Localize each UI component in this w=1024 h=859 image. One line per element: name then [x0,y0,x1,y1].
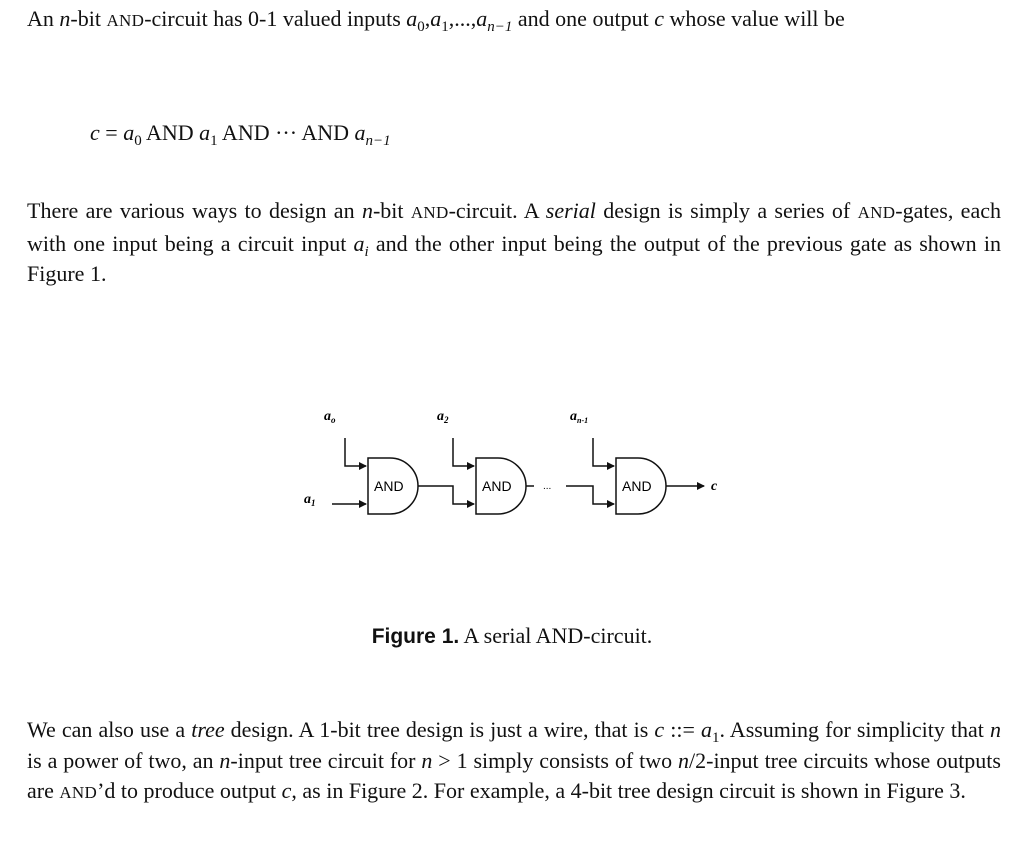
paragraph-tree-design: We can also use a tree design. A 1-bit tree design is just a wire, that is c ::= $a_1$. Assuming for simplicity that n is a power of two, an n-input tree circuit for n > 1 simply consists of two n/2-input tree circuits whose outputs are AND’d to produce output c, as in Figure 2. For example, a 4-bit tree design circuit is shown in Figure 3. [27,717,1001,803]
ellipsis-dots: ... [543,481,552,492]
wire-an1 [593,438,614,466]
figure-caption-label: Figure 1. [371,625,460,648]
paragraph-serial-design: There are various ways to design an n-bit AND-circuit. A serial design is simply a series of AND-gates, each with one input being a circuit input $a_i$ and the other input being the output of the previous gate as shown in Figure 1. [27,198,1001,286]
and-gate-2-label: AND [482,478,512,494]
input-label-an1: $a_{n-1}$ [570,409,589,425]
input-label-a1: $a_1$ [304,492,316,508]
and-gate-1-label: AND [374,478,404,494]
figure-serial-and-circuit [290,400,730,530]
paragraph-intro: An n-bit AND-circuit has 0-1 valued inputs $a_0,a_1,...,a_{n-1}$ and one output c whose value will be [27,6,845,35]
wire-a2 [453,438,474,466]
input-label-a0: $a_o$ [324,409,336,425]
input-label-a2: $a_2$ [437,409,449,425]
wire-a0 [345,438,366,466]
figure-caption-text: A serial AND-circuit. [459,623,653,648]
output-label-c: c [711,479,718,494]
wire-g1-g2 [418,486,474,504]
figure-caption [0,621,1024,652]
and-gate-n-label: AND [622,478,652,494]
equation-and: $c = a_0$ AND $a_1$ AND ··· AND $a_{n-1}$ [90,120,391,149]
wire-to-gate-n [566,486,614,504]
